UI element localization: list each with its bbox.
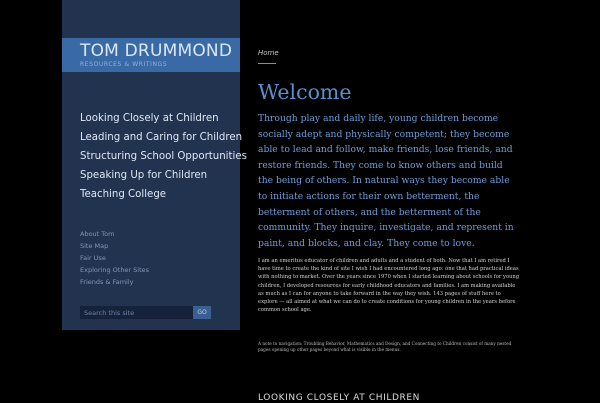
site-title[interactable]: TOM DRUMMOND (80, 41, 233, 61)
site-tagline: RESOURCES & WRITINGS (80, 61, 168, 68)
subnav-friends-family[interactable]: Friends & Family (80, 278, 134, 286)
subnav-fair-use[interactable]: Fair Use (80, 254, 106, 262)
search-input[interactable] (80, 306, 210, 319)
body-paragraph: I am an emeritus educator of children and adults and a student of both. Now that I am retired I have time to create the kind of site I wish I had encountered long ago: one that had practical ideas with nothing to market. Over the years since 1970 when I started learning about schools for young children, I developed resources for early childhood educators and families. I am making available as much as I can for anyone to take forward in the way they wish. 143 pages of stuff here to explore — all aimed at what we can do to create conditions for young children in the years before common school age. (258, 258, 520, 314)
subnav-exploring-other-sites[interactable]: Exploring Other Sites (80, 266, 150, 274)
nav-item-speaking-up[interactable]: Speaking Up for Children (80, 170, 208, 181)
nav-item-structuring-school[interactable]: Structuring School Opportunities (80, 151, 247, 162)
secondary-nav (80, 229, 238, 289)
site-brand[interactable] (62, 38, 240, 72)
section-heading[interactable]: LOOKING CLOSELY AT CHILDREN (258, 393, 420, 403)
nav-item-looking-closely[interactable]: Looking Closely at Children (80, 113, 219, 124)
breadcrumb-divider (258, 63, 276, 64)
nav-item-teaching-college[interactable]: Teaching College (80, 189, 167, 200)
breadcrumb[interactable]: Home (258, 49, 279, 57)
subnav-about-tom[interactable]: About Tom (80, 230, 115, 238)
lead-paragraph: Through play and daily life, young children become socially adept and physically competent; they become able to lead and follow, make friends, lose friends, and restore friends. They come to know others and build the being of others. In natural ways they become able to initiate actions for their own betterment, the betterment of others, and the betterment of the community. They inquire, investigate, and represent in paint, and blocks, and clay. They come to love. (258, 113, 514, 249)
nav-item-leading-caring[interactable]: Leading and Caring for Children (80, 132, 243, 143)
navigation-note: A note to navigation: Troubling Behavior, Mathematics and Design, and Connecting to Children consist of many nested pages opening up other pages beyond what is visible in the menus. (258, 341, 512, 352)
sidebar (62, 0, 247, 330)
search-go-button[interactable]: GO (193, 306, 211, 319)
main-nav (80, 112, 247, 207)
subnav-site-map[interactable]: Site Map (80, 242, 109, 250)
page-title: Welcome (258, 80, 352, 104)
